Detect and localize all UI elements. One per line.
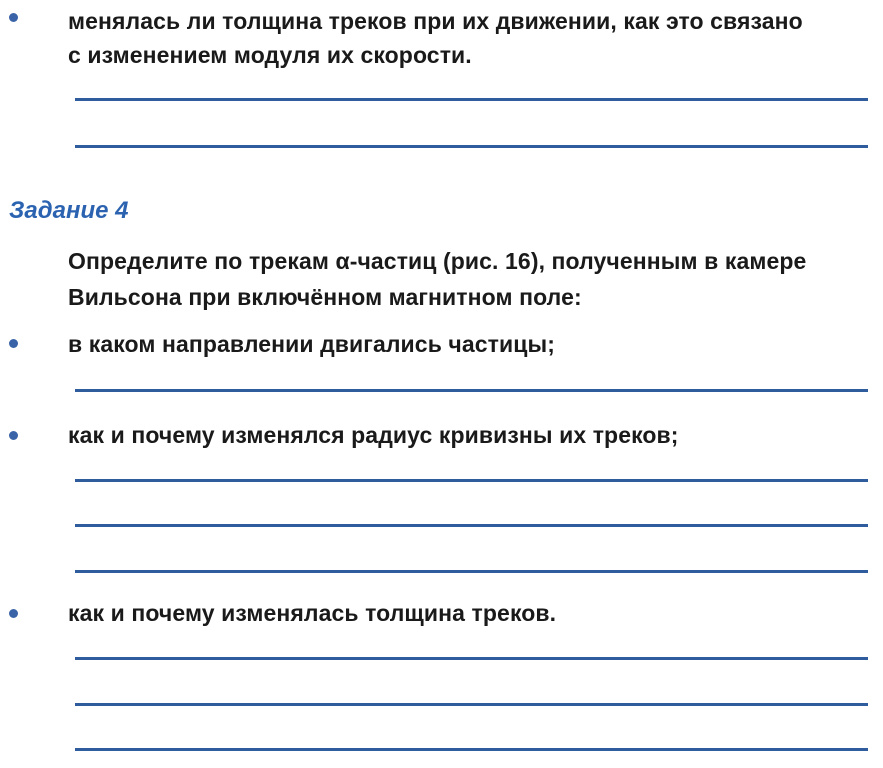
top-item-line-2: с изменением модуля их скорости. — [68, 42, 472, 68]
task-item-1: в каком направлении двигались частицы; — [68, 331, 556, 357]
task-intro-line-1: Определите по трекам α-частиц (рис. 16), полученным в камере — [68, 248, 807, 274]
task-item-3: как и почему изменялась толщина треков. — [68, 600, 557, 626]
task-intro-line-2: Вильсона при включённом магнитном поле: — [68, 284, 582, 310]
answer-line[interactable] — [75, 98, 868, 101]
top-item-line-1: менялась ли толщина треков при их движении, как это связано — [68, 8, 803, 34]
bullet-top-item — [9, 13, 18, 22]
answer-line[interactable] — [75, 657, 868, 660]
answer-line[interactable] — [75, 703, 868, 706]
bullet-item-3 — [9, 609, 18, 618]
bullet-item-2 — [9, 431, 18, 440]
answer-line[interactable] — [75, 524, 868, 527]
answer-line[interactable] — [75, 389, 868, 392]
answer-line[interactable] — [75, 479, 868, 482]
answer-line[interactable] — [75, 748, 868, 751]
answer-line[interactable] — [75, 145, 868, 148]
bullet-item-1 — [9, 339, 18, 348]
task-heading: Задание 4 — [9, 197, 129, 224]
answer-line[interactable] — [75, 570, 868, 573]
task-item-2: как и почему изменялся радиус кривизны их треков; — [68, 422, 679, 448]
